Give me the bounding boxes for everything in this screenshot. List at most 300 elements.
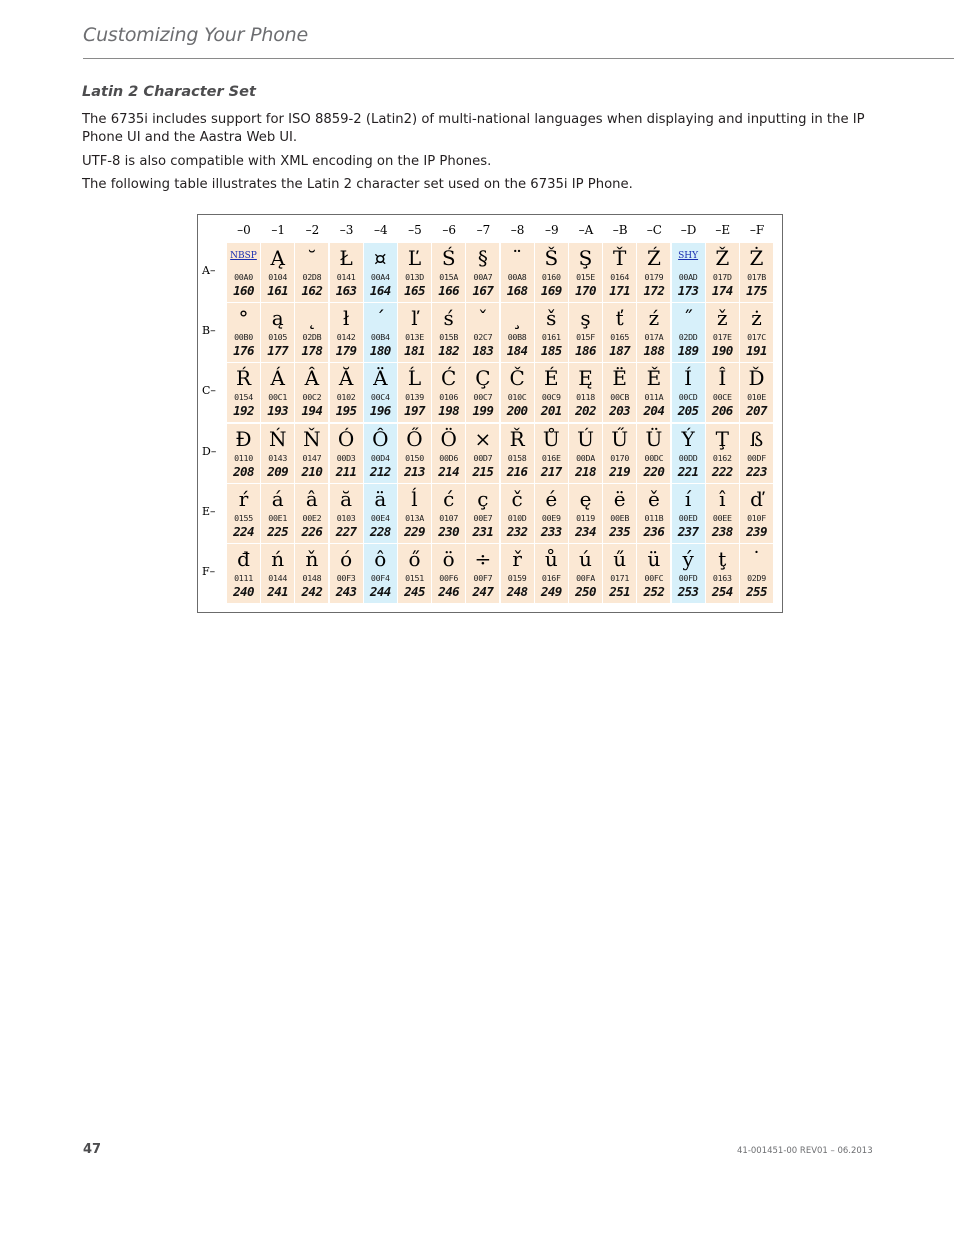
column-header: –C bbox=[646, 223, 662, 237]
character-glyph: ő bbox=[408, 547, 421, 571]
decimal-code: 200 bbox=[506, 403, 528, 419]
column-header: –0 bbox=[237, 223, 251, 237]
decimal-code: 230 bbox=[438, 523, 460, 539]
character-glyph: Ú bbox=[577, 426, 594, 451]
character-glyph: Ç bbox=[475, 366, 491, 391]
decimal-code: 176 bbox=[233, 343, 254, 359]
character-glyph: ˇ bbox=[477, 306, 488, 331]
character-cell bbox=[227, 544, 260, 603]
character-glyph: Ý bbox=[681, 426, 695, 451]
unicode-hex-code: 00CE bbox=[712, 392, 732, 403]
unicode-hex-code: 0164 bbox=[610, 272, 630, 282]
character-cell bbox=[330, 303, 363, 362]
unicode-hex-code: 00A0 bbox=[234, 272, 253, 282]
character-glyph: é bbox=[545, 486, 558, 511]
decimal-code: 241 bbox=[267, 584, 289, 599]
unicode-hex-code: 00F3 bbox=[336, 573, 356, 583]
character-cell bbox=[466, 303, 499, 362]
decimal-code: 192 bbox=[233, 403, 254, 419]
character-glyph: Ó bbox=[337, 426, 355, 451]
unicode-hex-code: 016F bbox=[541, 573, 561, 583]
character-cell bbox=[603, 243, 636, 302]
unicode-hex-code: 00A7 bbox=[473, 272, 493, 282]
character-cell bbox=[364, 484, 397, 543]
character-glyph: ô bbox=[374, 547, 387, 571]
decimal-code: 173 bbox=[677, 283, 699, 298]
character-cell bbox=[398, 363, 431, 422]
character-cell bbox=[535, 484, 568, 543]
character-cell bbox=[261, 303, 294, 362]
decimal-code: 172 bbox=[643, 283, 665, 298]
unicode-hex-code: 010F bbox=[747, 512, 766, 523]
character-glyph: Ď bbox=[748, 366, 765, 391]
decimal-code: 215 bbox=[472, 463, 494, 479]
unicode-hex-code: 017A bbox=[644, 332, 664, 343]
unicode-hex-code: 017E bbox=[712, 332, 732, 343]
character-glyph: ű bbox=[613, 547, 627, 571]
unicode-hex-code: 0141 bbox=[336, 272, 356, 282]
character-glyph: á bbox=[271, 486, 284, 511]
character-glyph: Ť bbox=[613, 246, 627, 270]
column-header: –B bbox=[612, 223, 628, 237]
unicode-hex-code: 015E bbox=[576, 272, 595, 282]
character-glyph: § bbox=[477, 246, 488, 270]
character-glyph: Ë bbox=[612, 366, 627, 391]
character-glyph: Ô bbox=[372, 426, 389, 451]
unicode-hex-code: 00C1 bbox=[268, 392, 288, 403]
character-cell bbox=[740, 484, 773, 543]
decimal-code: 189 bbox=[677, 343, 699, 359]
decimal-code: 169 bbox=[540, 283, 562, 298]
character-cell bbox=[672, 363, 705, 422]
decimal-code: 245 bbox=[404, 584, 425, 599]
unicode-hex-code: 0148 bbox=[302, 573, 322, 583]
column-header: –E bbox=[715, 223, 731, 237]
row-header-label: C– bbox=[202, 384, 216, 398]
decimal-code: 221 bbox=[677, 463, 699, 479]
decimal-code: 211 bbox=[335, 463, 357, 479]
decimal-code: 188 bbox=[643, 343, 665, 359]
character-glyph: š bbox=[546, 306, 557, 331]
character-cell bbox=[501, 303, 534, 362]
latin2-character-table bbox=[197, 214, 783, 613]
character-cell bbox=[295, 243, 328, 302]
character-glyph: Ü bbox=[645, 426, 663, 451]
character-cell bbox=[672, 424, 705, 483]
decimal-code: 236 bbox=[643, 523, 665, 539]
character-glyph: ý bbox=[682, 547, 694, 571]
decimal-code: 171 bbox=[609, 283, 631, 298]
unicode-hex-code: 00A8 bbox=[507, 272, 527, 282]
decimal-code: 222 bbox=[711, 463, 733, 479]
character-glyph: ë bbox=[613, 486, 626, 511]
unicode-hex-code: 00B4 bbox=[370, 332, 390, 343]
character-cell bbox=[706, 243, 739, 302]
unicode-hex-code: 02C7 bbox=[473, 332, 493, 343]
section-title: Latin 2 Character Set bbox=[82, 84, 256, 100]
page-number: 47 bbox=[83, 1142, 102, 1157]
character-glyph: Ę bbox=[578, 366, 593, 391]
unicode-hex-code: 00CD bbox=[678, 392, 698, 403]
unicode-hex-code: 0179 bbox=[644, 272, 664, 282]
character-glyph: Ř bbox=[509, 426, 525, 451]
decimal-code: 168 bbox=[506, 283, 528, 298]
character-glyph: ö bbox=[442, 547, 455, 571]
row-header bbox=[202, 484, 226, 544]
decimal-code: 210 bbox=[301, 463, 323, 479]
character-cell bbox=[706, 544, 739, 603]
unicode-hex-code: 0151 bbox=[405, 573, 424, 583]
character-glyph: ß bbox=[749, 426, 764, 451]
row-header bbox=[202, 363, 226, 423]
unicode-hex-code: 02DD bbox=[678, 332, 698, 343]
unicode-hex-code: 0119 bbox=[576, 512, 595, 523]
running-header-title: Customizing Your Phone bbox=[83, 24, 308, 46]
unicode-hex-code: 00E1 bbox=[268, 512, 288, 523]
decimal-code: 235 bbox=[609, 523, 631, 539]
decimal-code: 178 bbox=[301, 343, 323, 359]
decimal-code: 190 bbox=[711, 343, 733, 359]
document-id: 41-001451-00 REV01 – 06.2013 bbox=[737, 1146, 873, 1156]
unicode-hex-code: 0159 bbox=[507, 573, 527, 583]
unicode-hex-code: 0110 bbox=[234, 452, 253, 463]
character-glyph: ę bbox=[579, 486, 592, 511]
character-cell bbox=[398, 243, 431, 302]
decimal-code: 228 bbox=[369, 523, 391, 539]
decimal-code: 196 bbox=[369, 403, 391, 419]
column-header: –7 bbox=[476, 223, 491, 237]
character-cell bbox=[535, 544, 568, 603]
decimal-code: 253 bbox=[677, 584, 699, 599]
unicode-hex-code: 013A bbox=[405, 512, 424, 523]
character-cell bbox=[466, 363, 499, 422]
decimal-code: 231 bbox=[472, 523, 494, 539]
character-glyph: Ľ bbox=[407, 246, 422, 270]
character-cell bbox=[501, 424, 534, 483]
character-glyph: Ş bbox=[578, 246, 593, 270]
unicode-hex-code: 0144 bbox=[268, 573, 288, 583]
character-glyph: č bbox=[511, 486, 523, 511]
decimal-code: 203 bbox=[609, 403, 631, 419]
character-cell bbox=[295, 303, 328, 362]
character-cell bbox=[740, 424, 773, 483]
character-glyph: É bbox=[543, 366, 559, 391]
character-glyph: ż bbox=[751, 306, 762, 331]
character-glyph: Č bbox=[509, 366, 525, 391]
character-glyph: Ă bbox=[338, 366, 354, 391]
character-glyph: ú bbox=[579, 547, 592, 571]
character-cell bbox=[637, 544, 670, 603]
unicode-hex-code: 0143 bbox=[268, 452, 288, 463]
decimal-code: 250 bbox=[575, 584, 596, 599]
unicode-hex-code: 00E9 bbox=[541, 512, 561, 523]
character-cell bbox=[501, 484, 534, 543]
decimal-code: 167 bbox=[472, 283, 494, 298]
unicode-hex-code: 00CB bbox=[610, 392, 630, 403]
decimal-code: 194 bbox=[301, 403, 323, 419]
decimal-code: 246 bbox=[438, 584, 460, 599]
character-glyph: ¤ bbox=[373, 246, 387, 270]
character-cell bbox=[569, 484, 602, 543]
decimal-code: 232 bbox=[506, 523, 528, 539]
unicode-hex-code: 0165 bbox=[610, 332, 630, 343]
decimal-code: 206 bbox=[711, 403, 733, 419]
character-glyph: Š bbox=[544, 246, 559, 270]
character-glyph: ŕ bbox=[238, 486, 249, 511]
column-header: –6 bbox=[442, 223, 456, 237]
decimal-code: 226 bbox=[301, 523, 323, 539]
unicode-hex-code: 0111 bbox=[234, 573, 253, 583]
character-glyph: Ł bbox=[339, 246, 353, 270]
unicode-hex-code: 00ED bbox=[678, 512, 698, 523]
unicode-hex-code: 00D6 bbox=[439, 452, 459, 463]
character-cell bbox=[364, 544, 397, 603]
decimal-code: 237 bbox=[677, 523, 699, 539]
character-glyph: Ő bbox=[406, 426, 423, 451]
unicode-hex-code: 0106 bbox=[439, 392, 459, 403]
column-header: –F bbox=[749, 223, 765, 237]
unicode-hex-code: 0163 bbox=[712, 573, 732, 583]
character-cell bbox=[603, 303, 636, 362]
decimal-code: 163 bbox=[335, 283, 357, 298]
unicode-hex-code: 016E bbox=[541, 452, 561, 463]
utf8-paragraph: UTF-8 is also compatible with XML encoding on the IP Phones. bbox=[82, 154, 492, 169]
character-glyph: Ą bbox=[270, 246, 285, 270]
character-cell bbox=[535, 363, 568, 422]
unicode-hex-code: 02D9 bbox=[747, 573, 766, 583]
character-cell bbox=[637, 484, 670, 543]
character-glyph: Î bbox=[718, 366, 727, 391]
character-glyph: Ś bbox=[441, 246, 456, 270]
unicode-hex-code: 011B bbox=[644, 512, 664, 523]
decimal-code: 161 bbox=[267, 283, 289, 298]
unicode-hex-code: 0155 bbox=[234, 512, 253, 523]
character-cell bbox=[637, 363, 670, 422]
character-glyph: Ĺ bbox=[407, 366, 422, 391]
character-cell bbox=[295, 544, 328, 603]
decimal-code: 195 bbox=[335, 403, 357, 419]
character-glyph: í bbox=[684, 486, 692, 511]
decimal-code: 199 bbox=[472, 403, 494, 419]
character-cell bbox=[227, 363, 260, 422]
character-cell bbox=[603, 484, 636, 543]
unicode-hex-code: 00E4 bbox=[370, 512, 390, 523]
decimal-code: 247 bbox=[472, 584, 494, 599]
decimal-code: 227 bbox=[335, 523, 357, 539]
character-cell bbox=[295, 363, 328, 422]
unicode-hex-code: 0161 bbox=[541, 332, 561, 343]
character-glyph: ř bbox=[512, 547, 522, 571]
unicode-hex-code: 015F bbox=[576, 332, 595, 343]
character-glyph: × bbox=[474, 426, 492, 451]
unicode-hex-code: 013E bbox=[405, 332, 424, 343]
character-cell bbox=[466, 544, 499, 603]
character-glyph: Ű bbox=[611, 426, 629, 451]
unicode-hex-code: 010E bbox=[747, 392, 766, 403]
decimal-code: 208 bbox=[233, 463, 254, 479]
row-header-label: F– bbox=[202, 565, 216, 578]
decimal-code: 242 bbox=[301, 584, 323, 599]
unicode-hex-code: 017D bbox=[712, 272, 732, 282]
unicode-hex-code: 010C bbox=[507, 392, 527, 403]
character-cell bbox=[706, 303, 739, 362]
character-cell bbox=[330, 363, 363, 422]
decimal-code: 255 bbox=[746, 584, 767, 599]
character-glyph: Ě bbox=[646, 366, 662, 391]
character-glyph: Ö bbox=[440, 426, 457, 451]
column-header: –2 bbox=[305, 223, 320, 237]
decimal-code: 186 bbox=[575, 343, 596, 359]
character-glyph: ó bbox=[340, 547, 353, 571]
unicode-hex-code: 00C9 bbox=[541, 392, 561, 403]
column-header: –3 bbox=[339, 223, 354, 237]
unicode-hex-code: 00C4 bbox=[370, 392, 390, 403]
unicode-hex-code: 02D8 bbox=[302, 272, 322, 282]
decimal-code: 182 bbox=[438, 343, 460, 359]
decimal-code: 238 bbox=[711, 523, 733, 539]
decimal-code: 254 bbox=[711, 584, 733, 599]
unicode-hex-code: 00DF bbox=[747, 452, 766, 463]
character-cell bbox=[603, 363, 636, 422]
character-glyph: ü bbox=[647, 547, 661, 571]
character-glyph: ź bbox=[648, 306, 660, 331]
character-cell bbox=[569, 303, 602, 362]
column-header: –D bbox=[680, 223, 697, 237]
character-cell bbox=[740, 303, 773, 362]
character-cell bbox=[535, 424, 568, 483]
character-glyph: ÷ bbox=[474, 547, 492, 571]
character-cell bbox=[261, 243, 294, 302]
decimal-code: 170 bbox=[575, 283, 596, 298]
unicode-hex-code: 0162 bbox=[712, 452, 732, 463]
decimal-code: 239 bbox=[746, 523, 767, 539]
unicode-hex-code: 00DC bbox=[644, 452, 664, 463]
unicode-hex-code: 00FD bbox=[678, 573, 698, 583]
character-glyph: ä bbox=[374, 486, 387, 511]
unicode-hex-code: 0139 bbox=[405, 392, 424, 403]
character-glyph: ľ bbox=[411, 306, 418, 331]
character-glyph: ˛ bbox=[306, 306, 317, 331]
character-glyph: đ bbox=[237, 547, 250, 571]
character-cell bbox=[466, 243, 499, 302]
unicode-hex-code: 013D bbox=[405, 272, 424, 282]
unicode-hex-code: 00F4 bbox=[370, 573, 390, 583]
intro-paragraph: The 6735i includes support for ISO 8859-2 (Latin2) of multi-national languages when displaying and inputting in the IP Phone UI and the Aastra Web UI. bbox=[82, 112, 865, 145]
character-glyph: Í bbox=[684, 366, 693, 391]
decimal-code: 184 bbox=[506, 343, 528, 359]
decimal-code: 217 bbox=[540, 463, 562, 479]
character-cell bbox=[706, 484, 739, 543]
character-cell bbox=[569, 544, 602, 603]
character-cell bbox=[261, 544, 294, 603]
decimal-code: 162 bbox=[301, 283, 323, 298]
character-glyph: ň bbox=[305, 547, 319, 571]
unicode-hex-code: 00B8 bbox=[507, 332, 527, 343]
character-abbreviation: SHY bbox=[678, 251, 699, 261]
decimal-code: 252 bbox=[643, 584, 665, 599]
unicode-hex-code: 00EB bbox=[610, 512, 630, 523]
character-cell bbox=[740, 243, 773, 302]
unicode-hex-code: 00C7 bbox=[473, 392, 493, 403]
character-glyph: Ä bbox=[373, 366, 388, 391]
row-header bbox=[202, 424, 226, 484]
decimal-code: 177 bbox=[267, 343, 289, 359]
decimal-code: 193 bbox=[267, 403, 289, 419]
decimal-code: 183 bbox=[472, 343, 494, 359]
unicode-hex-code: 00DD bbox=[678, 452, 698, 463]
column-header: –4 bbox=[373, 223, 388, 237]
decimal-code: 179 bbox=[335, 343, 357, 359]
unicode-hex-code: 0102 bbox=[336, 392, 356, 403]
character-glyph: ç bbox=[477, 486, 489, 511]
character-glyph: ą bbox=[271, 306, 284, 331]
character-glyph: Ź bbox=[646, 246, 661, 270]
character-cell bbox=[364, 363, 397, 422]
character-cell bbox=[261, 484, 294, 543]
decimal-code: 214 bbox=[438, 463, 460, 479]
character-cell bbox=[706, 363, 739, 422]
unicode-hex-code: 00EE bbox=[712, 512, 732, 523]
decimal-code: 205 bbox=[677, 403, 699, 419]
decimal-code: 187 bbox=[609, 343, 631, 359]
unicode-hex-code: 00D7 bbox=[473, 452, 493, 463]
column-header: –8 bbox=[510, 223, 525, 237]
character-glyph: ś bbox=[443, 306, 454, 331]
character-cell bbox=[432, 243, 465, 302]
unicode-hex-code: 00D3 bbox=[336, 452, 356, 463]
character-cell bbox=[261, 424, 294, 483]
character-cell bbox=[398, 484, 431, 543]
unicode-hex-code: 00F7 bbox=[473, 573, 493, 583]
character-cell bbox=[330, 424, 363, 483]
character-cell bbox=[227, 303, 260, 362]
decimal-code: 234 bbox=[575, 523, 596, 539]
character-glyph: Ů bbox=[542, 426, 560, 451]
row-header-label: D– bbox=[202, 444, 217, 458]
character-glyph: ¨ bbox=[512, 246, 523, 270]
character-cell bbox=[432, 303, 465, 362]
character-glyph: ˙ bbox=[751, 547, 762, 571]
unicode-hex-code: 011A bbox=[644, 392, 664, 403]
unicode-hex-code: 00B0 bbox=[234, 332, 253, 343]
decimal-code: 202 bbox=[575, 403, 596, 419]
column-header: –1 bbox=[271, 223, 285, 237]
character-cell bbox=[432, 424, 465, 483]
character-cell bbox=[295, 424, 328, 483]
unicode-hex-code: 0154 bbox=[234, 392, 253, 403]
decimal-code: 216 bbox=[506, 463, 528, 479]
character-glyph: Đ bbox=[235, 426, 252, 451]
character-glyph: ´ bbox=[375, 306, 386, 331]
decimal-code: 185 bbox=[540, 343, 562, 359]
column-header: –5 bbox=[408, 223, 422, 237]
decimal-code: 174 bbox=[711, 283, 733, 298]
character-cell bbox=[672, 243, 705, 302]
decimal-code: 219 bbox=[609, 463, 631, 479]
character-glyph: ě bbox=[647, 486, 660, 511]
decimal-code: 240 bbox=[233, 584, 254, 599]
character-cell bbox=[398, 303, 431, 362]
character-cell bbox=[466, 424, 499, 483]
character-cell bbox=[535, 303, 568, 362]
character-cell bbox=[227, 484, 260, 543]
unicode-hex-code: 0142 bbox=[336, 332, 356, 343]
decimal-code: 209 bbox=[267, 463, 289, 479]
unicode-hex-code: 0105 bbox=[268, 332, 288, 343]
character-cell bbox=[398, 544, 431, 603]
unicode-hex-code: 015A bbox=[439, 272, 459, 282]
decimal-code: 223 bbox=[746, 463, 767, 479]
